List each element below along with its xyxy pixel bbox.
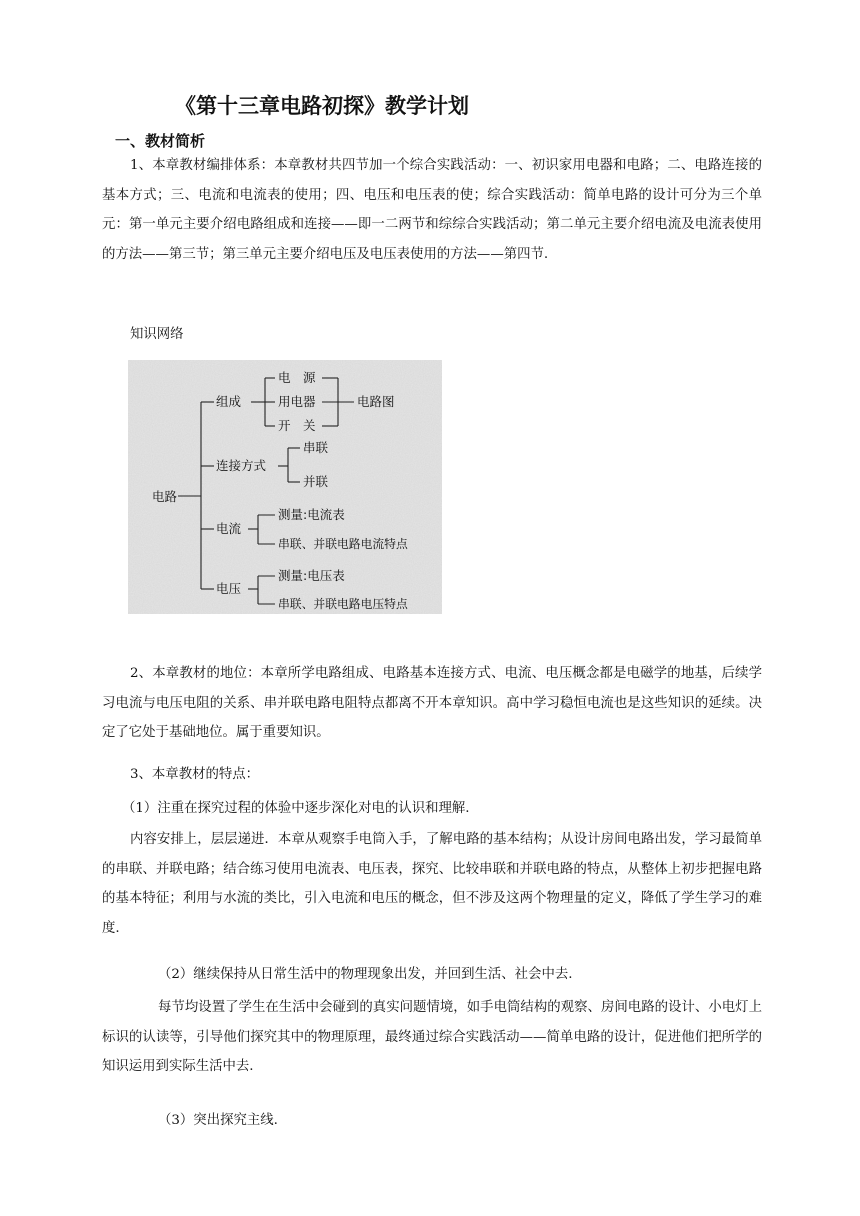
feature-point-2: （2）继续保持从日常生活中的物理现象出发，并回到生活、社会中去. [158,967,573,982]
diagram-item-parallel: 并联 [303,474,329,489]
diagram-item-current-features: 串联、并联电路电流特点 [278,537,408,551]
diagram-item-power: 电 源 [278,370,316,385]
section-heading: 一、教材简析 [115,132,206,150]
diagram-item-circuit-diagram: 电路图 [357,394,395,409]
diagram-branch-connection: 连接方式 [216,458,267,473]
diagram-branch-composition: 组成 [216,394,242,409]
diagram-branch-current: 电流 [216,521,242,536]
diagram-branch-voltage: 电压 [216,581,242,596]
diagram-root: 电路 [152,489,178,504]
diagram-item-switch: 开 关 [278,418,316,433]
paragraph-features-heading: 3、本章教材的特点： [130,767,260,782]
paragraph-structure: 1、本章教材编排体系：本章教材共四节加一个综合实践活动：一、初识家用电器和电路；二、电路连接的基本方式；三、电流和电流表的使用；四、电压和电压表的使；综合实践活动：简单电路的设计可分为三个单元：第一单元主要介绍电路组成和连接——即一二两节和综综合实践活动；第二单元主要介绍电流及电流表使用的方法——第三节；第三单元主要介绍电压及电压表使用的方法——第四节. [102,158,762,262]
diagram-item-appliance: 用电器 [278,394,316,409]
feature-point-3: （3）突出探究主线. [158,1113,278,1128]
knowledge-network-diagram [128,360,442,614]
diagram-item-current-measure: 测量:电流表 [278,507,345,522]
page-title: 《第十三章电路初探》教学计划 [175,94,469,118]
knowledge-network-label: 知识网络 [130,327,184,342]
paragraph-status: 2、本章教材的地位：本章所学电路组成、电路基本连接方式、电流、电压概念都是电磁学的地基，后续学习电流与电压电阻的关系、串并联电路电阻特点都离不开本章知识。高中学习稳恒电流也是这些知识的延续。决定了它处于基础地位。属于重要知识。 [102,666,762,740]
diagram-item-series: 串联 [303,440,329,455]
paragraph-content-arrangement: 内容安排上，层层递进．本章从观察手电筒入手，了解电路的基本结构；从设计房间电路出发，学习最简单的串联、并联电路；结合练习使用电流表、电压表，探究、比较串联和并联电路的特点，从整体上初步把握电路的基本特征；利用与水流的类比，引入电流和电压的概念，但不涉及这两个物理量的定义，降低了学生学习的难度. [102,832,762,936]
paragraph-real-life: 每节均设置了学生在生活中会碰到的真实问题情境，如手电筒结构的观察、房间电路的设计、小电灯上标识的认读等，引导他们探究其中的物理原理，最终通过综合实践活动——简单电路的设计，促进他们把所学的知识运用到实际生活中去. [102,1000,762,1074]
diagram-item-voltage-features: 串联、并联电路电压特点 [278,597,408,611]
feature-point-1: （1）注重在探究过程的体验中逐步深化对电的认识和理解. [122,801,470,816]
diagram-item-voltage-measure: 测量:电压表 [278,568,345,583]
